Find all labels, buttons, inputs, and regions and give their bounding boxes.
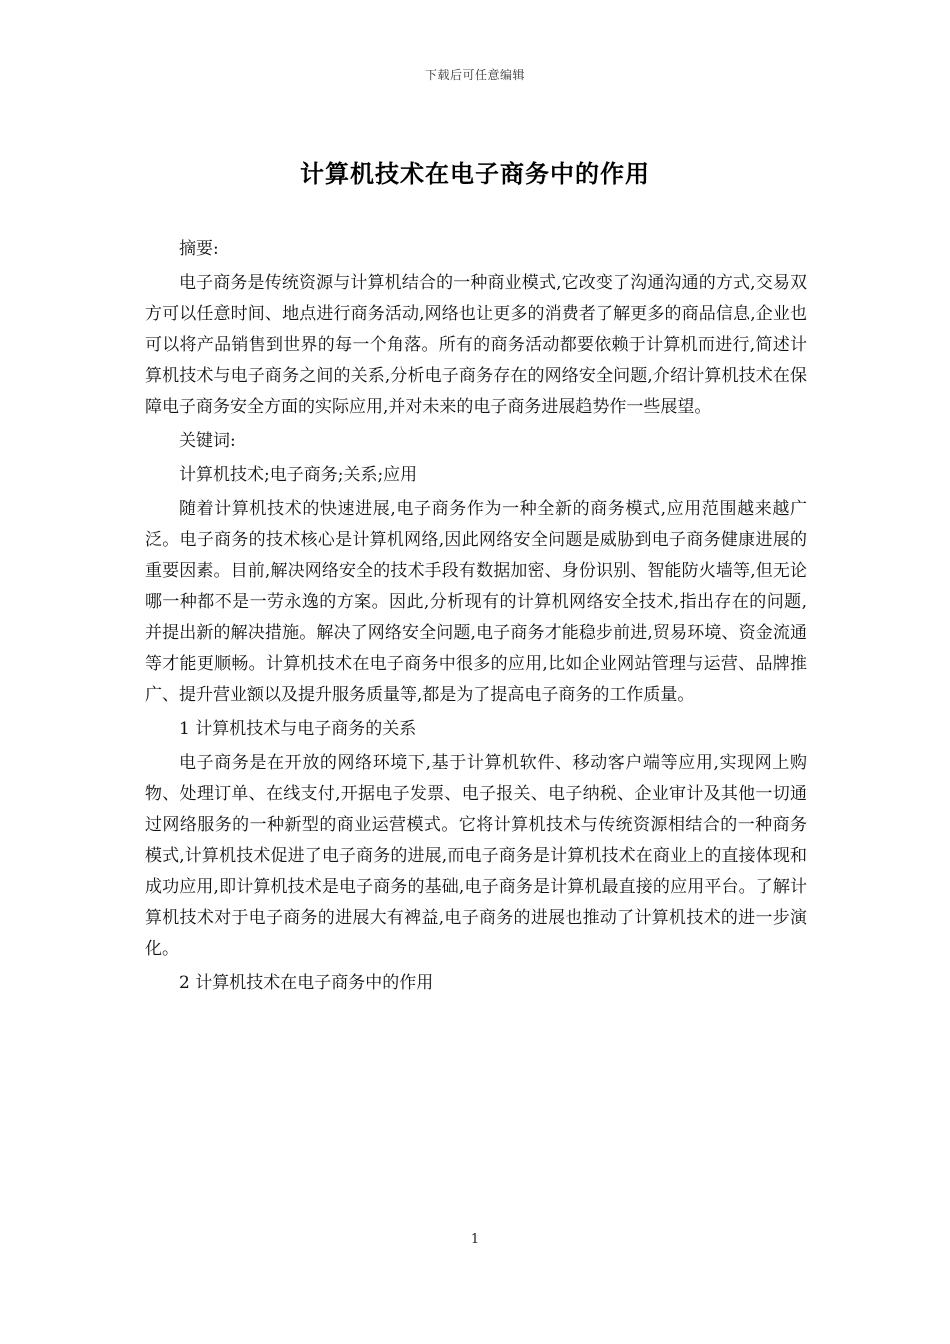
document-title: 计算机技术在电子商务中的作用 — [300, 159, 650, 188]
section-1-paragraph: 电子商务是在开放的网络环境下,基于计算机软件、移动客户端等应用,实现网上购物、处理订单、在线支付,开据电子发票、电子报关、电子纳税、企业审计及其他一切通过网络服务的一种新型的商业运营模式。它将计算机技术与传统资源相结合的一种商务模式,计算机技术促进了电子商务的进展,而电子商务是计算机技术在商业上的直接体现和成功应用,即计算机技术是电子商务的基础,电子商务是计算机最直接的应用平台。了解计算机技术对于电子商务的进展大有裨益,电子商务的进展也推动了计算机技术的进一步演化。 — [145, 753, 807, 959]
intro-paragraph: 随着计算机技术的快速进展,电子商务作为一种全新的商务模式,应用范围越来越广泛。电子商务的技术核心是计算机网络,因此网络安全问题是威胁到电子商务健康进展的重要因素。目前,解决网络安全的技术手段有数据加密、身份识别、智能防火墙等,但无论哪一种都不是一劳永逸的方案。因此,分析现有的计算机网络安全技术,指出存在的问题,并提出新的解决措施。解决了网络安全问题,电子商务才能稳步前进,贸易环境、资金流通等才能更顺畅。计算机技术在电子商务中很多的应用,比如企业网站管理与运营、品牌推广、提升营业额以及提升服务质量等,都是为了提高电子商务的工作质量。 — [145, 499, 807, 705]
abstract-paragraph: 电子商务是传统资源与计算机结合的一种商业模式,它改变了沟通沟通的方式,交易双方可以任意时间、地点进行商务活动,网络也让更多的消费者了解更多的商品信息,企业也可以将产品销售到世界的每一个角落。所有的商务活动都要依赖于计算机而进行,简述计算机技术与电子商务之间的关系,分析电子商务存在的网络安全问题,介绍计算机技术在保障电子商务安全方面的实际应用,并对未来的电子商务进展趋势作一些展望。 — [145, 273, 807, 417]
document-body — [145, 234, 807, 1002]
section-2-heading: 2 计算机技术在电子商务中的作用 — [179, 973, 434, 993]
keywords-paragraph: 计算机技术;电子商务;关系;应用 — [179, 465, 418, 485]
section-1-heading: 1 计算机技术与电子商务的关系 — [179, 719, 417, 739]
header-note: 下载后可任意编辑 — [424, 68, 525, 82]
page-number: 1 — [470, 1232, 480, 1247]
abstract-label: 摘要: — [179, 239, 219, 259]
keywords-label: 关键词: — [179, 431, 236, 451]
